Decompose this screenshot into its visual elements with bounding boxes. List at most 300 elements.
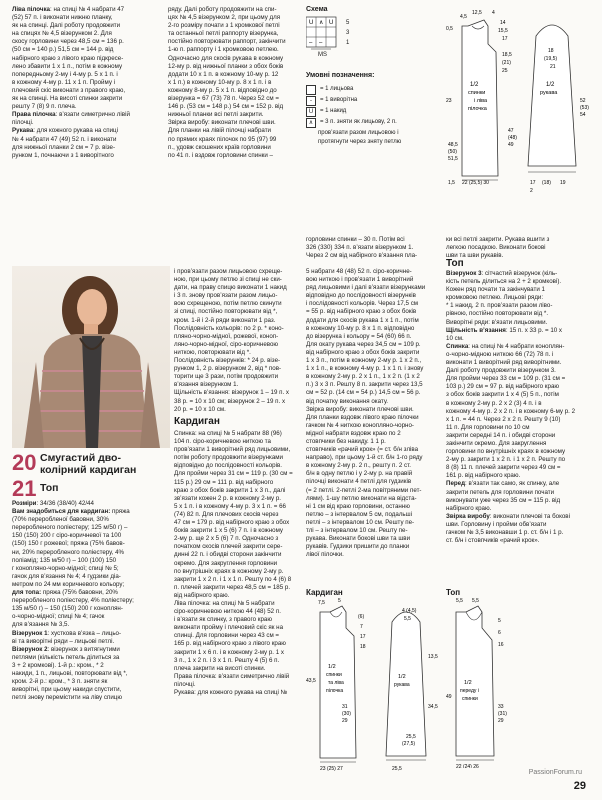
text-line bbox=[446, 359, 594, 367]
text-line bbox=[446, 286, 594, 294]
svg-text:18: 18 bbox=[548, 48, 554, 54]
text-line-body: 10 см. bbox=[446, 334, 464, 342]
text-line-body: рівною, постійно повторювати від *. bbox=[446, 310, 549, 318]
schema-title: Схема bbox=[306, 6, 328, 13]
text-line: потім роботу продовжити візерунками bbox=[174, 454, 284, 462]
text-line: рукавів. Гудзики пришити до планки bbox=[306, 543, 410, 551]
text-line-body: 135 м/50 г) – 150 (150) 200 г коноплян- bbox=[12, 605, 123, 613]
text-line bbox=[446, 440, 594, 448]
svg-text:(50): (50) bbox=[448, 149, 457, 155]
text-line-body: горловини по внутрішніх краях в кожному bbox=[446, 448, 566, 456]
text-line: спинці. Для горловини через 43 см = bbox=[174, 632, 280, 640]
svg-text:48,5: 48,5 bbox=[448, 142, 458, 148]
svg-text:15,5: 15,5 bbox=[498, 28, 508, 34]
text-line-body: Кожен ряд почати та закінчувати 1 bbox=[446, 286, 545, 294]
text-line bbox=[12, 638, 170, 646]
text-line bbox=[12, 589, 170, 597]
text-line: динні 22 п. і обидві сторони закінчити bbox=[174, 551, 282, 559]
text-line: і пров’язати разом лицьовою схреще- bbox=[174, 268, 283, 275]
svg-text:рукава: рукава bbox=[394, 682, 410, 688]
text-line-body: поліамід; 135 м/50 г) – 100 (100) 150 bbox=[12, 556, 117, 564]
legend-text: = 1 лицьова bbox=[320, 86, 354, 92]
text-line bbox=[446, 456, 594, 464]
text-line: лянo-чорно-мідної, сіро-коричневою bbox=[174, 340, 279, 348]
text-line bbox=[446, 343, 594, 351]
text-line-body: (50 см = 140 р.) 51,5 см = 144 р. від bbox=[12, 46, 114, 54]
svg-text:(31): (31) bbox=[498, 711, 507, 717]
text-line-label: Звірка виробу bbox=[446, 512, 490, 520]
text-line-body: в кожному 2-му р. 2 х 2 (3) 4 п. і в bbox=[446, 399, 542, 407]
text-line bbox=[12, 646, 170, 654]
text-line-label: Щільність в’язання bbox=[446, 326, 506, 334]
legend-item bbox=[306, 129, 456, 137]
text-line: б/н в одну петлю і у 2-му р. на правій bbox=[306, 470, 413, 478]
text-line: 1-ю п. раппорту і 1 кромковою петлею. bbox=[168, 46, 279, 54]
text-line: Спинка: на спиці № 5 набрати 88 (96) bbox=[174, 430, 282, 437]
text-line: 5 х 1 п. і в кожному 4-му р. 3 х 1 п. = 66 bbox=[174, 502, 286, 510]
text-line: 115 р.) 29 см = 111 р. від набірного bbox=[174, 478, 274, 486]
watermark: PassionForum.ru bbox=[528, 769, 582, 776]
text-line bbox=[446, 335, 594, 343]
text-line-body: : в’язати так само, як спинку, але bbox=[465, 480, 560, 488]
text-line: і в’язати як спинку, з правого краю bbox=[174, 616, 272, 624]
cardigan-heading: Кардиган bbox=[174, 416, 220, 427]
text-line: 20 р. = 10 х 10 см. bbox=[174, 405, 226, 413]
text-line: 2-го розміру почати з 1 кромкової петлі bbox=[168, 22, 280, 30]
svg-text:та ліва: та ліва bbox=[328, 680, 344, 686]
svg-text:пілочка: пілочка bbox=[326, 688, 344, 694]
cardigan-title-line1: Смугастий дво- bbox=[40, 452, 121, 464]
materials-text bbox=[12, 500, 170, 702]
text-line: легкою посадкою. Виконати бокові bbox=[446, 244, 546, 252]
svg-text:(48): (48) bbox=[508, 135, 517, 141]
svg-text:17: 17 bbox=[530, 180, 536, 186]
legend-title: Умовні позначення: bbox=[306, 72, 375, 79]
legend bbox=[306, 72, 456, 147]
text-line bbox=[12, 103, 162, 111]
svg-text:18: 18 bbox=[360, 644, 366, 650]
svg-text:29: 29 bbox=[342, 718, 348, 724]
text-line-body: 11 п. Для горловини по 10 см bbox=[446, 423, 530, 431]
svg-text:4 (4,5): 4 (4,5) bbox=[402, 608, 417, 614]
legend-item bbox=[306, 107, 456, 117]
svg-text:7,5: 7,5 bbox=[318, 600, 325, 606]
text-line-body: виворітні, при цьому накиди спустити, bbox=[12, 686, 122, 694]
text-line bbox=[446, 294, 594, 302]
text-line bbox=[12, 500, 170, 508]
text-line: пілочці. bbox=[174, 680, 196, 688]
text-line: від початку виконання окату. bbox=[306, 397, 389, 405]
sleeve-assembly-text bbox=[306, 268, 441, 559]
svg-text:22 (24) 26: 22 (24) 26 bbox=[456, 764, 479, 768]
schema-chart bbox=[306, 6, 366, 64]
text-line-body: плечовий скіс виконати з правого краю, bbox=[12, 86, 126, 94]
text-line: візерунка = 67 (73) 78 п. Через 52 см = bbox=[168, 95, 279, 103]
text-line-body: кожному 4-му р. 2 х 2 п. і в кожному 6-му р. 2 bbox=[446, 407, 576, 415]
text-line: нижньої планки всі петлі закрити. bbox=[168, 111, 264, 119]
text-line: вою ниткою і пров’язати 1 виворітний bbox=[306, 276, 414, 284]
text-line-body: (70% переробленої бавовни, 30% bbox=[12, 516, 109, 524]
text-line: Рукава: для кожного рукава на спиці № bbox=[174, 689, 288, 696]
svg-text:рукава: рукава bbox=[540, 90, 558, 96]
text-line: п., удовж скошених країв горловини bbox=[168, 143, 271, 151]
text-line: виконати пройму і плечовий скіс як на bbox=[174, 624, 284, 632]
text-line: 146 р. (53 см = 148 р.) 54 см = 152 р. від bbox=[168, 103, 284, 111]
text-line: цях № 4,5 візерунком 2, при цьому для bbox=[168, 14, 281, 22]
text-line: окремо. Для закруглення горловини bbox=[174, 559, 278, 567]
svg-text:21: 21 bbox=[550, 64, 556, 70]
text-line: гачком № 4 ниткою конопляно-чорно- bbox=[306, 421, 414, 429]
text-line bbox=[12, 549, 170, 557]
text-line: лівої пілочки. bbox=[306, 551, 344, 559]
text-line bbox=[446, 448, 594, 456]
text-line: Для планки на лівій пілочці набрати bbox=[168, 127, 271, 135]
text-line bbox=[12, 6, 162, 14]
text-line: ки всі петлі закрити. Рукава вшити з bbox=[446, 236, 550, 243]
text-line bbox=[446, 367, 594, 375]
svg-text:5,5: 5,5 bbox=[456, 598, 463, 604]
text-line: 12-му р. від нижньої планки з обох боків bbox=[168, 62, 284, 70]
text-line: та останньої петлі раппорту візерунка, bbox=[168, 30, 279, 38]
svg-text:14: 14 bbox=[500, 20, 506, 26]
text-line: плеча закрити на висоті спинки. bbox=[174, 664, 266, 672]
text-line bbox=[446, 278, 594, 286]
text-line: в кожному 2-му р. 2 х 1 п., 1 х 2 п. (1 х 2 bbox=[306, 373, 420, 381]
text-line bbox=[12, 14, 162, 22]
text-line bbox=[446, 432, 594, 440]
svg-text:6: 6 bbox=[498, 630, 501, 636]
text-line bbox=[12, 605, 170, 613]
svg-text:2: 2 bbox=[530, 188, 533, 194]
text-line-body: для в’язання № 3,5. bbox=[12, 621, 70, 629]
text-line bbox=[446, 310, 594, 318]
text-line bbox=[12, 152, 162, 160]
legend-item bbox=[306, 138, 456, 146]
text-line: мідної набрати вздовж краю по 2 bbox=[306, 429, 401, 437]
text-line-body: х 1 п. = 44 п. Через 2 х 2 п. Решту 9 (10) bbox=[446, 415, 561, 423]
text-line: пров’язати 1 виворітний ряд лицьовими, bbox=[174, 446, 291, 454]
svg-text:13,5: 13,5 bbox=[428, 654, 438, 660]
cardigan-diagram-title: Кардиган bbox=[306, 588, 343, 597]
text-line bbox=[12, 532, 170, 540]
text-line bbox=[12, 613, 170, 621]
text-line: 104 п. сіро-коричневою ниткою та bbox=[174, 438, 271, 446]
text-line: і послідовності кольорів. Через 17,5 см bbox=[306, 300, 419, 308]
svg-text:34,5: 34,5 bbox=[428, 704, 438, 710]
text-line: Звірка виробу: виконати плечові шви. bbox=[306, 405, 414, 413]
text-line-body: петлями (кількість петель ділиться за bbox=[12, 653, 120, 661]
text-line-body: лено збавити 1 х 1 п., потім в кожному bbox=[12, 62, 123, 70]
text-line-body: Далі роботу продовжити візерунком 3. bbox=[446, 367, 556, 375]
svg-text:4: 4 bbox=[492, 10, 495, 16]
text-line: Послідовність кольорів: по 2 р. * коно- bbox=[174, 324, 284, 332]
text-line-body: гачок для в’язання № 4; 4 гудзики діа- bbox=[12, 572, 121, 580]
text-line-body: Виворітні ряди: в’язати лицьовими. bbox=[446, 318, 548, 326]
text-line bbox=[12, 694, 170, 702]
svg-text:–: – bbox=[319, 40, 323, 46]
text-line: кром. 1-й і 2-й ряди виконати 1 раз. bbox=[174, 316, 276, 324]
svg-text:1,5: 1,5 bbox=[448, 180, 455, 186]
text-line bbox=[12, 630, 170, 638]
legend-item bbox=[306, 96, 456, 106]
text-line bbox=[12, 540, 170, 548]
text-line: Послідовність візерунків: * 24 р. візе- bbox=[174, 357, 281, 365]
svg-text:19: 19 bbox=[560, 180, 566, 186]
text-line-body: переробленого поліестеру; 125 м/50 г) – bbox=[12, 524, 128, 532]
text-line: і 3 п. знову пров’язати разом лицьо- bbox=[174, 292, 278, 300]
text-line-body: шви. Горловину і пройми обв’язати bbox=[446, 520, 547, 528]
text-line bbox=[12, 55, 162, 63]
text-line-label: Перед bbox=[446, 480, 466, 488]
svg-text:23 (25) 27: 23 (25) 27 bbox=[320, 766, 343, 772]
text-line: тлі – з інтервалом 10 см. Решту пе- bbox=[306, 527, 408, 534]
svg-text:16: 16 bbox=[498, 642, 504, 648]
svg-text:18,5: 18,5 bbox=[502, 52, 512, 58]
text-line: початком скосів плечей закрити сере- bbox=[174, 543, 283, 551]
pattern-number-20: 20 bbox=[12, 450, 37, 475]
text-line-label: Права пілочка bbox=[12, 111, 56, 119]
text-line bbox=[12, 581, 170, 589]
text-line bbox=[12, 662, 170, 670]
text-line-body: ст. б/н і стовпчиків «рачий крок». bbox=[446, 537, 540, 545]
text-line: вою схрещеною, потім петлю скинути bbox=[174, 300, 282, 308]
text-line: відповідно до послідовності візерунків bbox=[306, 292, 416, 300]
text-line bbox=[12, 30, 162, 38]
svg-text:25: 25 bbox=[502, 68, 508, 74]
text-line: Для окату рукава через 34,5 см = 109 р. bbox=[306, 340, 421, 348]
text-line-label: Ліва пілочка bbox=[12, 6, 51, 13]
text-line-body: петлі знову перемістити на ліву спицю bbox=[12, 694, 122, 702]
text-line-label: для топа: bbox=[12, 589, 42, 597]
text-line: 1 х 3 п., потім в кожному 2-му р. 1 х 2 п., bbox=[306, 357, 422, 365]
text-line: Для пройми через 31 см = 119 р. (30 см = bbox=[174, 470, 293, 478]
svg-text:∧: ∧ bbox=[319, 20, 324, 26]
text-line-body: : для кожного рукава на спиці bbox=[33, 127, 118, 135]
text-line bbox=[12, 524, 170, 532]
text-line-body: (52) 57 п. і виконати нижню планку, bbox=[12, 14, 113, 22]
text-line-body: 3 + 2 кромкові). 1-й р.: кром., * 2 bbox=[12, 661, 104, 669]
text-line: ною, при цьому петлю зі спиці не ски- bbox=[174, 276, 282, 284]
text-line-body: Для пройми через 33 см = 109 р. (31 см = bbox=[446, 375, 566, 383]
text-line: закрити 1 х 6 п. і в кожному 2-му р. 1 х bbox=[174, 648, 284, 656]
legend-text: = 1 виворітна bbox=[320, 97, 358, 103]
text-line-body: пілочці. bbox=[12, 119, 34, 127]
text-line: боків закрити 1 х 5 (6) 7 п. і в кожному bbox=[174, 527, 283, 535]
svg-text:–: – bbox=[309, 40, 313, 46]
text-line-body: рунком 1, почнаючи з 1 виворітного bbox=[12, 151, 114, 159]
text-line bbox=[446, 505, 594, 513]
svg-text:5,5: 5,5 bbox=[404, 616, 411, 622]
text-line-body: : в’язати симетрично лівій bbox=[55, 111, 130, 119]
text-line-body: : на спиці № 4 набрати коноплян- bbox=[468, 342, 565, 350]
text-line: відповідно до послідовності кольорів. bbox=[174, 462, 282, 470]
svg-text:(21): (21) bbox=[502, 60, 511, 66]
text-line-body: г коноплянo-чорно-мідної; спиці № 5; bbox=[12, 564, 119, 572]
svg-text:U: U bbox=[309, 20, 314, 26]
text-line: х 1 п.) в кожному 10-му р. 8 х 1 п. і в bbox=[168, 78, 272, 86]
sleeve-continuation-text bbox=[168, 6, 303, 160]
text-line: постійно повторювати раппорт, закінчити bbox=[168, 38, 286, 46]
text-line-body: ві та виворітні ряди – лицьові петлі. bbox=[12, 637, 115, 645]
text-line: по 41 п. і вздовж горловини спинки – bbox=[168, 151, 273, 159]
text-line: додати 10 х 1 п. в кожному 10-му р. 12 bbox=[168, 70, 279, 78]
svg-text:(19,5): (19,5) bbox=[544, 56, 558, 62]
text-line: по прямих краях пілочок по 95 (97) 99 bbox=[168, 135, 277, 143]
text-line-body: накиди, 1 п., лицьові, повторювати від *, bbox=[12, 669, 128, 677]
text-line-body: закрити середні 14 п. і обидві сторони bbox=[446, 431, 556, 439]
text-line bbox=[446, 400, 594, 408]
text-line: ниткою, повторювати від *. bbox=[174, 348, 251, 356]
legend-text: = 3 п. зняти як лицьову, 2 п. bbox=[320, 119, 397, 125]
svg-text:12,5: 12,5 bbox=[472, 10, 482, 16]
legend-item bbox=[306, 118, 456, 128]
text-line bbox=[446, 319, 594, 327]
text-line-body: закрити петель для горловини почати bbox=[446, 488, 555, 496]
svg-text:(30): (30) bbox=[342, 711, 351, 717]
legend-symbol: U bbox=[306, 107, 316, 117]
text-line-label: Вам знадобиться для кардиган: bbox=[12, 508, 111, 516]
legend-text: протягнути через зняту петлю bbox=[318, 139, 402, 145]
pattern-number-21: 21 bbox=[12, 476, 37, 501]
text-line: пілочці виконати 4 петлі для гудзиків bbox=[306, 478, 412, 486]
text-line: в кожному 10-му р. 8 х 1 п. відповідно bbox=[306, 324, 415, 332]
text-line: сіро-коричневою ниткою 44 (48) 52 п. bbox=[174, 608, 281, 616]
legend-symbol: - bbox=[306, 96, 316, 106]
text-line bbox=[12, 127, 162, 135]
text-line bbox=[446, 270, 594, 278]
legend-text: пров’язати разом лицьовою і bbox=[318, 130, 399, 136]
svg-text:5: 5 bbox=[338, 598, 341, 604]
svg-text:(53): (53) bbox=[580, 105, 589, 111]
text-line bbox=[446, 513, 594, 521]
schema-grid bbox=[306, 13, 366, 65]
svg-text:22 (25,5) 30: 22 (25,5) 30 bbox=[462, 180, 489, 186]
svg-text:4,5: 4,5 bbox=[460, 14, 467, 20]
svg-text:1/2: 1/2 bbox=[328, 664, 336, 670]
text-line bbox=[12, 565, 170, 573]
text-line bbox=[12, 516, 170, 524]
text-line: стовпчиків «рачий крок» (= ст. б/н зліва bbox=[306, 446, 419, 454]
text-line-body: виконати 1 виворітний ряд виворітними. bbox=[446, 359, 562, 367]
svg-text:7: 7 bbox=[360, 624, 363, 630]
text-line bbox=[446, 497, 594, 505]
top-diagram bbox=[446, 598, 566, 768]
svg-text:31: 31 bbox=[342, 704, 348, 710]
text-line: в’язання візерунком 1. bbox=[174, 381, 239, 389]
text-line-body: * 1 накид, 2 п. пров’язати разом ліво- bbox=[446, 302, 553, 310]
text-line-body: пряжа (75% бавовни, 20% bbox=[41, 589, 118, 597]
text-line bbox=[12, 79, 162, 87]
text-line: 2-му р. ще 2 х 5 (6) 7 п. Одночасно з bbox=[174, 535, 279, 543]
text-line-body: ни, 20% переробленого поліестеру, 4% bbox=[12, 548, 125, 556]
text-line-body: скосу горловини через 48,5 см = 136 р. bbox=[12, 38, 124, 46]
text-line-body: № 4 набрати 47 (49) 52 п. і виконати bbox=[12, 135, 117, 143]
text-line bbox=[12, 87, 162, 95]
text-line-body: : 34/36 (38/40) 42/44 bbox=[36, 500, 94, 507]
text-line-body: 103 р.) 29 см = 97 р. від набірного краю bbox=[446, 383, 560, 391]
text-line-body: 150 (150) 200 г сіро-коричневої та 100 bbox=[12, 532, 122, 540]
text-line-body: з обох боків закрити 1 х 4 (5) 5 п., потім bbox=[446, 391, 559, 399]
text-line bbox=[12, 119, 162, 127]
cardigan-diagram bbox=[306, 598, 444, 778]
svg-text:5: 5 bbox=[498, 618, 501, 624]
left-pilochka-text bbox=[12, 6, 162, 160]
svg-text:(18): (18) bbox=[542, 180, 551, 186]
text-line bbox=[446, 408, 594, 416]
text-line-body: : сітчастий візерунок (кіль- bbox=[481, 270, 558, 277]
svg-text:17: 17 bbox=[502, 36, 508, 42]
schema-row-3: 3 bbox=[346, 30, 350, 36]
finishing-text-a bbox=[306, 236, 441, 260]
text-line: зі спиці, постійно повторювати від *, bbox=[174, 308, 278, 316]
text-line bbox=[12, 22, 162, 30]
svg-text:(27,5): (27,5) bbox=[402, 741, 416, 747]
text-line-label: Спинка bbox=[446, 342, 469, 350]
text-line bbox=[12, 573, 170, 581]
top-diagram-title: Топ bbox=[446, 588, 461, 597]
text-line bbox=[446, 424, 594, 432]
text-line: ряду. Далі роботу продовжити на спи- bbox=[168, 6, 277, 13]
text-line bbox=[12, 621, 170, 629]
text-line-body: набірного краю з лівого краю підкресе- bbox=[12, 54, 124, 62]
svg-text:52: 52 bbox=[580, 98, 586, 104]
model-photo bbox=[12, 266, 170, 448]
text-line bbox=[12, 508, 170, 516]
text-line-body: : 15 п. х 33 р. = 10 х bbox=[505, 326, 563, 334]
text-line bbox=[446, 537, 594, 545]
text-line bbox=[446, 327, 594, 335]
text-line-label: Візерунок 1 bbox=[12, 629, 48, 637]
text-line bbox=[12, 95, 162, 103]
text-line: (= 2 петлі. 2-петлі 2-ма повітряними пет- bbox=[306, 486, 422, 494]
text-line: по внутрішніх краях в кожному 2-му р. bbox=[174, 567, 284, 575]
legend-symbol bbox=[306, 129, 314, 137]
svg-text:25,5: 25,5 bbox=[392, 766, 402, 772]
text-line: стовпчики без накиду. 1 1 р. bbox=[306, 437, 386, 445]
text-line-body: 2-му р. закрити 1 х 2 п. і 1 х 2 п. Решту по bbox=[446, 456, 566, 464]
text-line bbox=[12, 686, 170, 694]
svg-text:33: 33 bbox=[498, 704, 504, 710]
text-line bbox=[446, 391, 594, 399]
text-line-body: : хустковa в’язка – лицьо- bbox=[47, 629, 122, 637]
text-line-body: : на спиці № 4 набрати 47 bbox=[50, 6, 125, 13]
text-line-body: на спицях № 4,5 візерунком 2. Для bbox=[12, 30, 112, 38]
text-line bbox=[446, 464, 594, 472]
text-line-label: Рукава bbox=[12, 127, 34, 135]
svg-text:спинки: спинки bbox=[468, 90, 486, 96]
text-line: лями). 1-шу петлю виконати на відста- bbox=[306, 494, 417, 502]
text-line bbox=[12, 678, 170, 686]
text-line bbox=[12, 136, 162, 144]
text-line: торити ще 3 рази, потім продовжити bbox=[174, 373, 279, 381]
text-line-body: набірного краю. bbox=[446, 504, 492, 512]
svg-text:17: 17 bbox=[360, 634, 366, 640]
text-line-body: закінчити окремо. Для закруглення bbox=[446, 439, 547, 447]
svg-text:54: 54 bbox=[580, 112, 586, 118]
text-line: Права пілочка: в’язати симетрично лівій bbox=[174, 672, 290, 680]
text-line: п.) 3 х 3 п. Решту 8 п. закрити через 13,5 bbox=[306, 381, 423, 389]
text-line: 3 п., 1 х 2 п. і 3 х 1 п. Решту 4 (5) 6 п. bbox=[174, 656, 280, 664]
text-line: плянo-чорно-мідної, рожевої, коноп- bbox=[174, 332, 279, 340]
legend-symbol: ∧ bbox=[306, 118, 316, 128]
svg-text:49: 49 bbox=[446, 694, 452, 700]
text-line-label: Візерунок 3 bbox=[446, 270, 482, 277]
svg-text:51,5: 51,5 bbox=[448, 156, 458, 162]
text-line bbox=[446, 351, 594, 359]
svg-text:спинки: спинки bbox=[326, 672, 342, 678]
text-line: 47 см = 179 р. від набірного краю з обох bbox=[174, 519, 290, 527]
text-line-body: для нижньої планки 2 см = 7 р. візе- bbox=[12, 143, 116, 151]
